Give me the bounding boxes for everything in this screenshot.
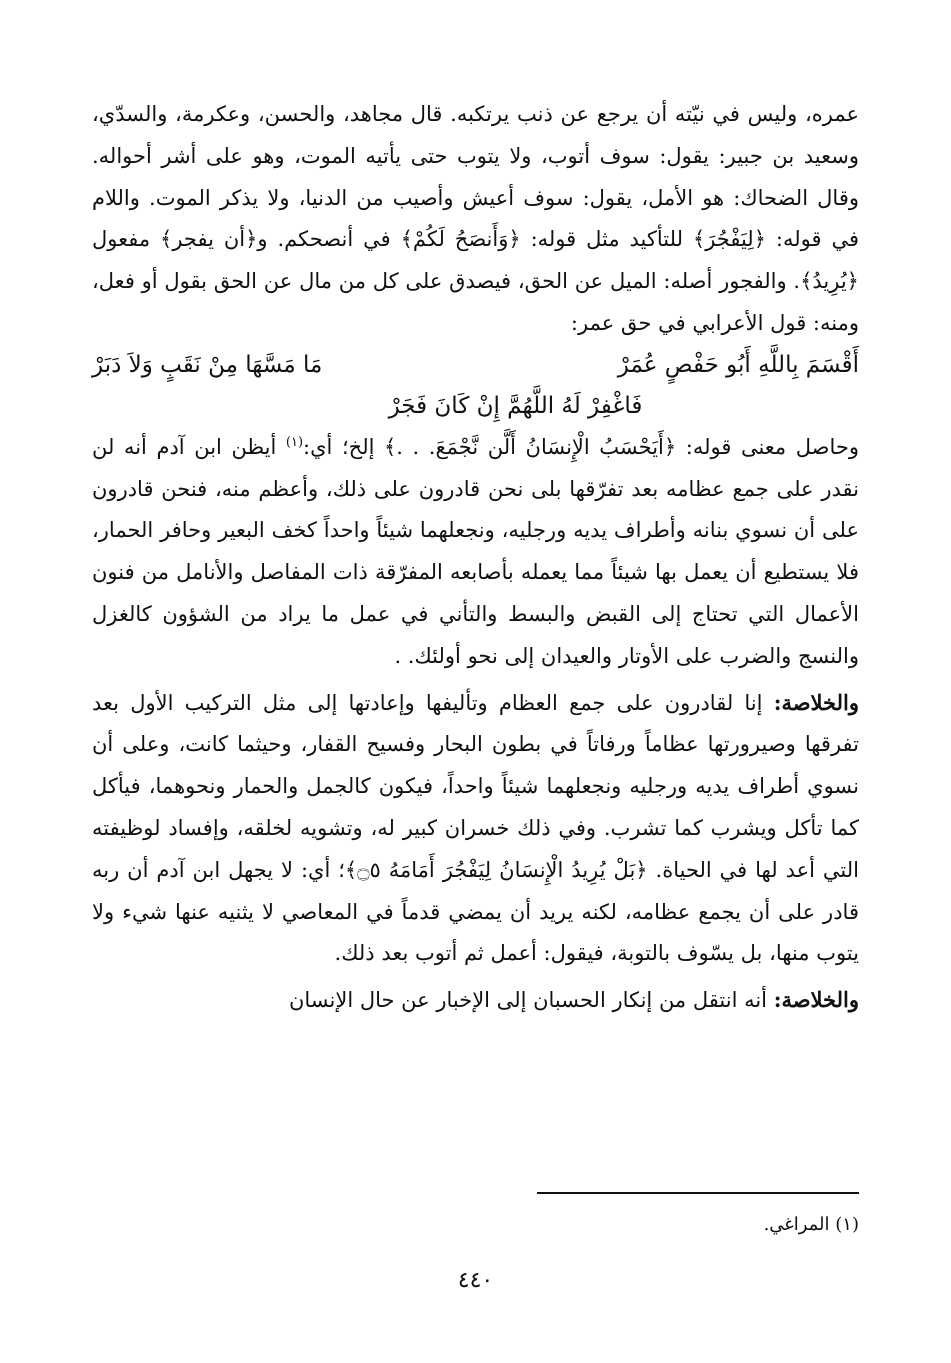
verse-hemistich-2: مَا مَسَّهَا مِنْ نَقَبٍ وَلاَ دَبَرْ xyxy=(92,351,323,378)
paragraph-meaning-start: وحاصل معنى قوله: ﴿أَيَحْسَبُ الْإِنسَانُ أَلَّن نَّجْمَعَ. . .﴾ إلخ؛ أي: xyxy=(303,434,859,459)
paragraph-summary-1 xyxy=(92,682,859,976)
summary-2-text: أنه انتقل من إنكار الحسبان إلى الإخبار عن حال الإنسان xyxy=(288,988,774,1013)
footnote-reference: (١) xyxy=(285,434,304,450)
paragraph-commentary-1: عمره، وليس في نيّته أن يرجع عن ذنب يرتكبه. قال مجاهد، والحسن، وعكرمة، والسدّي، وسعيد بن جبير: يقول: سوف أتوب، ولا يتوب حتى يأتيه الموت، وهو على أشر أحواله. وقال الضحاك: هو الأمل، يقول: سوف أعيش وأصيب من الدنيا، ولا يذكر الموت. واللام في قوله: ﴿لِيَفْجُرَ﴾ للتأكيد مثل قوله: ﴿وَأَنصَحُ لَكُمْ﴾ في أنصحكم. و﴿أن يفجر﴾ مفعول ﴿يُرِيدُ﴾. والفجور أصله: الميل عن الحق، فيصدق على كل من مال عن الحق بقول أو فعل، ومنه: قول الأعرابي في حق عمر: xyxy=(92,102,859,335)
footnote: (١) المراغي. xyxy=(763,1214,859,1235)
footnote-divider xyxy=(537,1192,859,1194)
poem-verse xyxy=(92,345,859,427)
verse-hemistich-1: أَقْسَمَ بِاللَّهِ أَبُو حَفْصٍ عُمَرْ xyxy=(617,351,859,378)
verse-line-1 xyxy=(92,345,859,385)
summary-1-label: والخلاصة: xyxy=(773,689,859,715)
verse-line-2: فَاغْفِرْ لَهُ اللَّهُمَّ إِنْ كَانَ فَجَرْ xyxy=(388,392,643,419)
paragraph-meaning-rest: أيظن ابن آدم أنه لن نقدر على جمع عظامه بعد تفرّقها بلى نحن قادرون على ذلك، وأعظم منه، فنحن قادرون على أن نسوي بنانه وأطراف يديه ورجليه، ونجعلهما شيئاً واحداً كخف البعير وحافر الحمار، فلا يستطيع أن يعمل بها شيئاً مما يعمله بأصابعه المفرّقة ذات المفاصل والأنامل من فنون الأعمال التي تحتاج إلى القبض والبسط والتأني في عمل ما يراد من الشؤون كالغزل والنسج والضرب على الأوتار والعيدان إلى نحو أولئك. . xyxy=(92,434,859,668)
summary-1-text: إنا لقادرون على جمع العظام وتأليفها وإعادتها إلى مثل التركيب الأول بعد تفرقها وصيرورتها عظاماً ورفاتاً في بطون البحار وفسيح القفار، وحيثما كانت، وعلى أن نسوي أطراف يديه ورجليه ونجعلهما شيئاً واحداً، فيكون كالجمل والحمار ونحوهما، فيأكل كما تأكل ويشرب كما تشرب. وفي ذلك خسران كبير له، وتشويه لخلقه، وإفساد لوظيفته التي أعد لها في الحياة. ﴿بَلْ يُرِيدُ الْإِنسَانُ لِيَفْجُرَ أَمَامَهُ ۝٥﴾؛ أي: لا يجهل ابن آدم أن ربه قادر على أن يجمع عظامه، لكنه يريد أن يمضي قدماً في المعاصي لا يثنيه عنها شيء ولا يتوب منها، بل يسّوف بالتوبة، فيقول: أعمل ثم أتوب بعد ذلك. xyxy=(92,690,859,966)
page-number: ٤٤٠ xyxy=(457,1268,494,1293)
summary-2-label: والخلاصة: xyxy=(773,987,859,1013)
paragraph-summary-2 xyxy=(92,979,859,1022)
paragraph-meaning xyxy=(92,427,859,678)
